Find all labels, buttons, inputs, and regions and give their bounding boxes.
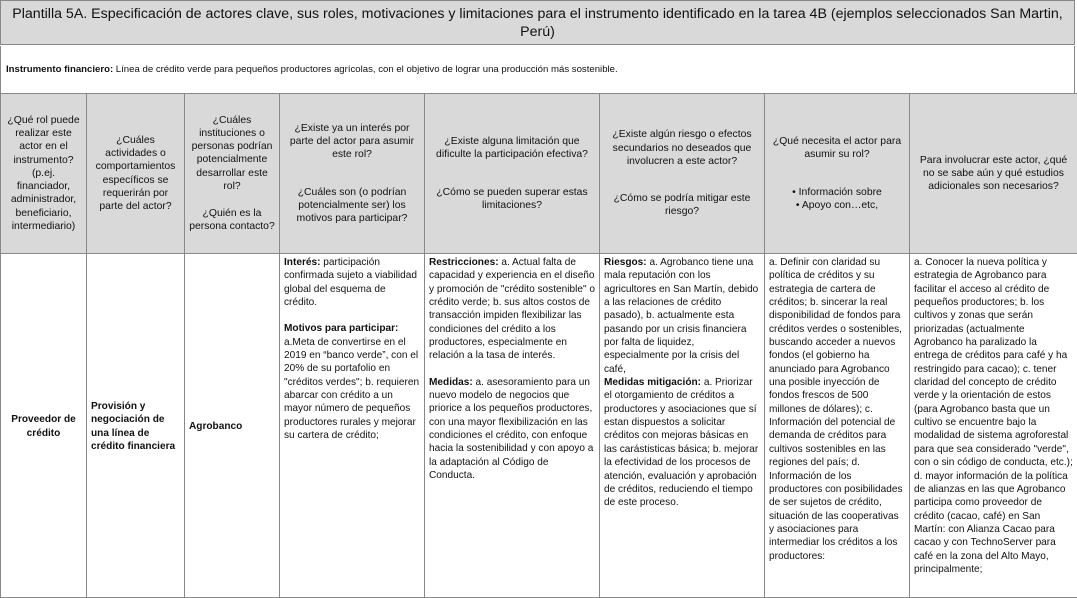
header-institutions: ¿Cuáles instituciones o personas podrían potencialmente desarrollar este rol? ¿Quién es la persona contacto? [185,94,280,254]
instrument-label: Instrumento financiero: [6,64,113,75]
header-limitations: ¿Existe alguna limitación que dificulte la participación efectiva? ¿Cómo se pueden superar estas limitaciones? [425,94,600,254]
header-risks: ¿Existe algún riesgo o efectos secundarios no deseados que involucren a este actor? ¿Cómo se podría mitigar este riesgo? [600,94,765,254]
header-studies: Para involucrar este actor, ¿qué no se sabe aún y qué estudios adicionales son necesarios? [910,94,1077,254]
cell-interest [280,254,425,598]
header-activities: ¿Cuáles actividades o comportamientos específicos se requerirán por parte del actor? [87,94,185,254]
cell-limitations [425,254,600,598]
instrument-line [0,46,1075,94]
restrictions-label: Restricciones: [429,257,499,268]
page-title: Plantilla 5A. Especificación de actores clave, sus roles, motivaciones y limitaciones para el instrumento identificado en la tarea 4B (ejemplos seleccionados San Martin, Perú) [0,0,1075,45]
table-row [1,254,1077,598]
interest-label: Interés: [284,257,320,268]
header-interest: ¿Existe ya un interés por parte del actor para asumir este rol? ¿Cuáles son (o podrían potencialmente ser) los motivos para participar? [280,94,425,254]
motives-label: Motivos para participar: [284,322,420,335]
cell-needs: a. Definir con claridad su política de créditos y su estrategia de cartera de créditos; b. sincerar la real disponibilidad de fondos para créditos verdes o sostenibles, buscando acceder a nuevos fondos (el gobierno ha anunciado para Agrobanco una posible inyección de fondos frescos de 500 millones de dólares); c. Información del potencial de demanda de créditos para cultivos sostenibles en las regiones del país; d. Información de los productores con posibilidades de ser sujetos de crédito, situación de las cooperativas y asociaciones para intermediar los créditos a los productores: [765,254,910,598]
measures-text: a. asesoramiento para un nuevo modelo de negocios que priorice a los pequeños productores, con una mayor flexibilización en las condiciones el crédito, con enfoque hacia la sostenibilidad y con apoyo a la adaptación al Código de Conducta. [429,377,593,481]
interest-text: participación confirmada sujeto a viabilidad global del esquema de crédito. [284,257,417,308]
motives-text: a.Meta de convertirse en el 2019 en “banco verde”, con el 20% de su portafolio en "créditos verdes"; b. requieren abarcar con crédito a un mayor número de pequeños productores rurales y mejorar su cartera de crédito; [284,337,419,441]
actors-table [0,93,1077,598]
risks-label: Riesgos: [604,257,647,268]
header-row [1,94,1077,254]
cell-risks [600,254,765,598]
cell-role: Proveedor de crédito [1,254,87,598]
measures-label: Medidas: [429,377,473,388]
cell-institution: Agrobanco [185,254,280,598]
mitigation-text: a. Priorizar el otorgamiento de créditos a productores y asociaciones que sí estan dispuestos a solicitar créditos con mejoras básicas en las carástisticas básica; b. mejorar la efectividad de los procesos de atención, evaluación y aprobación de créditos, reduciendo el tiempo de este proceso. [604,377,758,508]
cell-studies: a. Conocer la nueva política y estrategia de Agrobanco para facilitar el acceso al crédito de pequeños productores; b. los cultivos y zonas que serán priorizadas (actualmente Agrobanco ha paralizado la entrega de créditos para café y ha restringido para cacao); c. tener claridad del concepto de crédito verde y la orientación de estos (para Agrobanco basta que un cultivo se encuentre bajo la modalidad de sistema agroforestal para que sea considerado "verde", con o sin código de conducta, etc.); d. mayor información de la política de alianzas en las que Agrobanco participa como proveedor de crédito (cacao, café) en San Martín: con Alianza Cacao para cacao y con TechnoServer para café en la zona del Alto Mayo, principalmente; [910,254,1077,598]
restrictions-text: a. Actual falta de capacidad y experiencia en el diseño y promoción de "crédito sostenible" o crédito verde; b. sus altos costos de transacción impiden flexibilizar las condiciones del crédito a los productores, especialmente en relación a la tasa de interés. [429,257,595,361]
cell-activity: Provisión y negociación de una línea de crédito financiera [87,254,185,598]
instrument-text: Línea de crédito verde para pequeños productores agrícolas, con el objetivo de lograr una producción más sostenible. [113,64,618,75]
header-needs: ¿Qué necesita el actor para asumir su rol? • Información sobre • Apoyo con…etc, [765,94,910,254]
mitigation-label: Medidas mitigación: [604,377,701,388]
header-role: ¿Qué rol puede realizar este actor en el instrumento? (p.ej. financiador, administrador, beneficiario, intermediario) [1,94,87,254]
risks-text: a. Agrobanco tiene una mala reputación con los agricultores en San Martín, debido a las relaciones de crédito pasado), b. actualmente esta pasando por un crisis financiera por falta de liquidez, especialmente por la crisis del café, [604,257,758,375]
